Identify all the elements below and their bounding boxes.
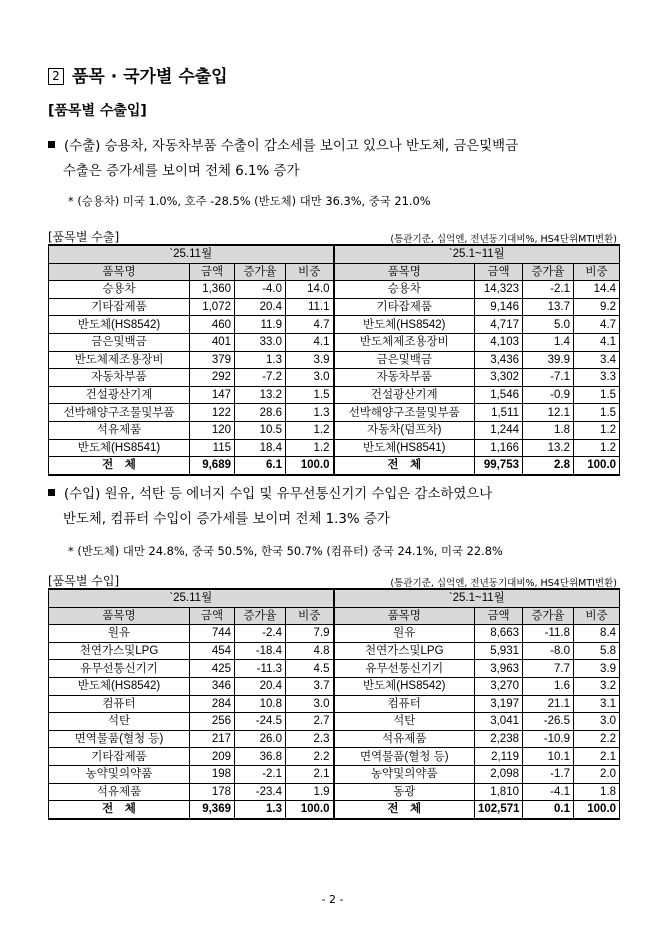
item-name-cell: 농약및의약품 xyxy=(334,765,475,783)
column-header: 비중 xyxy=(286,263,334,281)
column-header: 품목명 xyxy=(334,263,475,281)
value-cell: -18.4 xyxy=(235,642,286,660)
value-cell: 120 xyxy=(190,421,235,439)
value-cell: 13.2 xyxy=(523,439,574,457)
column-header: 증가율 xyxy=(523,263,574,281)
table-row xyxy=(49,404,620,422)
value-cell: -0.9 xyxy=(523,386,574,404)
column-header: 증가율 xyxy=(235,607,286,625)
value-cell: 14,323 xyxy=(475,281,523,299)
value-cell: 3.0 xyxy=(286,369,334,387)
export-note: * (승용차) 미국 1.0%, 호주 -28.5% (반도체) 대만 36.3%, 중국 21.0% xyxy=(68,194,431,208)
item-name-cell: 선박해양구조물및부품 xyxy=(49,404,190,422)
value-cell: 3.3 xyxy=(574,369,620,387)
value-cell: 147 xyxy=(190,386,235,404)
value-cell: 744 xyxy=(190,625,235,643)
value-cell: 18.4 xyxy=(235,439,286,457)
export-paragraph-line2: 수출은 증가세를 보이며 전체 6.1% 증가 xyxy=(63,164,300,179)
value-cell: 4,103 xyxy=(475,333,523,351)
bullet-icon xyxy=(48,141,55,148)
item-name-cell: 반도체(HS8542) xyxy=(334,316,475,334)
table-row xyxy=(49,730,620,748)
item-name-cell: 반도체(HS8542) xyxy=(49,316,190,334)
item-name-cell: 반도체(HS8542) xyxy=(49,677,190,695)
item-name-cell: 금은및백금 xyxy=(334,351,475,369)
value-cell: 4.7 xyxy=(286,316,334,334)
period-left-header: `25.11월 xyxy=(49,589,334,607)
total-value-cell: 9,369 xyxy=(190,801,235,819)
value-cell: 3.4 xyxy=(574,351,620,369)
value-cell: -4.0 xyxy=(235,281,286,299)
value-cell: 28.6 xyxy=(235,404,286,422)
item-name-cell: 면역물품(혈청 등) xyxy=(334,748,475,766)
total-value-cell: 1.3 xyxy=(235,801,286,819)
table-row xyxy=(49,316,620,334)
value-cell: -2.4 xyxy=(235,625,286,643)
total-value-cell: 100.0 xyxy=(286,801,334,819)
value-cell: -4.1 xyxy=(523,783,574,801)
total-value-cell: 102,571 xyxy=(475,801,523,819)
item-name-cell: 반도체제조용장비 xyxy=(49,351,190,369)
table-row xyxy=(49,369,620,387)
value-cell: 122 xyxy=(190,404,235,422)
value-cell: 1.8 xyxy=(574,783,620,801)
item-name-cell: 자동차(덤프차) xyxy=(334,421,475,439)
value-cell: 10.1 xyxy=(523,748,574,766)
value-cell: 425 xyxy=(190,660,235,678)
value-cell: 454 xyxy=(190,642,235,660)
section-number-box: 2 xyxy=(48,68,64,85)
value-cell: 2,098 xyxy=(475,765,523,783)
period-right-header: `25.1~11월 xyxy=(334,245,620,263)
item-name-cell: 기타잡제품 xyxy=(334,298,475,316)
item-name-cell: 건설광산기계 xyxy=(49,386,190,404)
value-cell: 3.2 xyxy=(574,677,620,695)
value-cell: 8.4 xyxy=(574,625,620,643)
value-cell: 3.7 xyxy=(286,677,334,695)
value-cell: 209 xyxy=(190,748,235,766)
item-name-cell: 반도체(HS8541) xyxy=(49,439,190,457)
item-name-cell: 농약및의약품 xyxy=(49,765,190,783)
total-label-cell: 전 체 xyxy=(49,801,190,819)
item-name-cell: 기타잡제품 xyxy=(49,298,190,316)
item-name-cell: 원유 xyxy=(334,625,475,643)
value-cell: 1.8 xyxy=(523,421,574,439)
value-cell: 1.5 xyxy=(574,404,620,422)
value-cell: 178 xyxy=(190,783,235,801)
value-cell: 1,072 xyxy=(190,298,235,316)
column-header: 비중 xyxy=(574,607,620,625)
value-cell: 460 xyxy=(190,316,235,334)
period-header-row xyxy=(49,245,620,263)
item-name-cell: 반도체(HS8541) xyxy=(334,439,475,457)
value-cell: 2.0 xyxy=(574,765,620,783)
value-cell: 4,717 xyxy=(475,316,523,334)
import-note: * (반도체) 대만 24.8%, 중국 50.5%, 한국 50.7% (컴퓨터) 중국 24.1%, 미국 22.8% xyxy=(68,544,503,558)
table-row xyxy=(49,677,620,695)
value-cell: 20.4 xyxy=(235,677,286,695)
value-cell: 3,197 xyxy=(475,695,523,713)
value-cell: 2.1 xyxy=(286,765,334,783)
item-name-cell: 석유제품 xyxy=(334,730,475,748)
table-row xyxy=(49,642,620,660)
table-row xyxy=(49,421,620,439)
column-header: 비중 xyxy=(286,607,334,625)
value-cell: 33.0 xyxy=(235,333,286,351)
total-value-cell: 0.1 xyxy=(523,801,574,819)
value-cell: 1,810 xyxy=(475,783,523,801)
value-cell: 1.2 xyxy=(574,421,620,439)
value-cell: 1.9 xyxy=(286,783,334,801)
value-cell: 2.7 xyxy=(286,713,334,731)
column-header: 증가율 xyxy=(235,263,286,281)
column-header: 비중 xyxy=(574,263,620,281)
value-cell: 21.1 xyxy=(523,695,574,713)
value-cell: 7.9 xyxy=(286,625,334,643)
value-cell: 2.3 xyxy=(286,730,334,748)
table-row xyxy=(49,765,620,783)
value-cell: 1.2 xyxy=(574,439,620,457)
total-value-cell: 100.0 xyxy=(286,457,334,475)
table-row xyxy=(49,439,620,457)
value-cell: 13.7 xyxy=(523,298,574,316)
import-table xyxy=(48,588,620,820)
column-header-row xyxy=(49,263,620,281)
value-cell: -24.5 xyxy=(235,713,286,731)
value-cell: 26.0 xyxy=(235,730,286,748)
value-cell: 401 xyxy=(190,333,235,351)
table-row xyxy=(49,748,620,766)
section-title: 품목 · 국가별 수출입 xyxy=(72,67,228,87)
value-cell: 115 xyxy=(190,439,235,457)
value-cell: 2,238 xyxy=(475,730,523,748)
subsection-heading: [품목별 수출입] xyxy=(48,103,147,119)
table-row xyxy=(49,333,620,351)
value-cell: 1.2 xyxy=(286,421,334,439)
column-header: 금액 xyxy=(475,263,523,281)
value-cell: 8,663 xyxy=(475,625,523,643)
value-cell: 3.9 xyxy=(574,660,620,678)
total-value-cell: 6.1 xyxy=(235,457,286,475)
value-cell: 3.9 xyxy=(286,351,334,369)
value-cell: 1.5 xyxy=(574,386,620,404)
column-header: 품목명 xyxy=(334,607,475,625)
value-cell: 3,270 xyxy=(475,677,523,695)
export-table-caption: [품목별 수출] xyxy=(48,230,120,244)
value-cell: 1.3 xyxy=(286,404,334,422)
import-table-caption: [품목별 수입] xyxy=(48,574,120,588)
value-cell: 14.0 xyxy=(286,281,334,299)
item-name-cell: 천연가스및LPG xyxy=(49,642,190,660)
table-row xyxy=(49,386,620,404)
import-paragraph xyxy=(48,482,623,532)
value-cell: 292 xyxy=(190,369,235,387)
value-cell: 3,436 xyxy=(475,351,523,369)
value-cell: -11.3 xyxy=(235,660,286,678)
total-row xyxy=(49,457,620,475)
column-header-row xyxy=(49,607,620,625)
value-cell: 1.4 xyxy=(523,333,574,351)
value-cell: 3.1 xyxy=(574,695,620,713)
column-header: 품목명 xyxy=(49,263,190,281)
value-cell: 13.2 xyxy=(235,386,286,404)
value-cell: 4.1 xyxy=(286,333,334,351)
value-cell: -10.9 xyxy=(523,730,574,748)
item-name-cell: 자동차부품 xyxy=(49,369,190,387)
page-number: - 2 - xyxy=(321,893,344,906)
value-cell: 12.1 xyxy=(523,404,574,422)
item-name-cell: 반도체(HS8542) xyxy=(334,677,475,695)
import-paragraph-line1: (수입) 원유, 석탄 등 에너지 수입 및 유무선통신기기 수입은 감소하였으나 xyxy=(64,487,493,502)
item-name-cell: 승용차 xyxy=(49,281,190,299)
total-value-cell: 9,689 xyxy=(190,457,235,475)
value-cell: -2.1 xyxy=(523,281,574,299)
value-cell: -23.4 xyxy=(235,783,286,801)
bullet-icon xyxy=(48,489,55,496)
column-header: 금액 xyxy=(190,263,235,281)
export-paragraph-line1: (수출) 승용차, 자동차부품 수출이 감소세를 보이고 있으나 반도체, 금은및백금 xyxy=(64,139,519,154)
table-row xyxy=(49,298,620,316)
value-cell: 1,546 xyxy=(475,386,523,404)
import-table-unit: (통관기준, 십억엔, 전년동기대비%, HS4단위MTI변환) xyxy=(390,578,617,589)
total-label-cell: 전 체 xyxy=(334,801,475,819)
item-name-cell: 반도체제조용장비 xyxy=(334,333,475,351)
item-name-cell: 석탄 xyxy=(49,713,190,731)
value-cell: -7.2 xyxy=(235,369,286,387)
value-cell: 1,360 xyxy=(190,281,235,299)
item-name-cell: 컴퓨터 xyxy=(334,695,475,713)
value-cell: 2.1 xyxy=(574,748,620,766)
value-cell: 3.0 xyxy=(574,713,620,731)
value-cell: -2.1 xyxy=(235,765,286,783)
total-label-cell: 전 체 xyxy=(334,457,475,475)
value-cell: -26.5 xyxy=(523,713,574,731)
value-cell: 5,931 xyxy=(475,642,523,660)
value-cell: 14.4 xyxy=(574,281,620,299)
value-cell: 36.8 xyxy=(235,748,286,766)
value-cell: 3,963 xyxy=(475,660,523,678)
total-value-cell: 99,753 xyxy=(475,457,523,475)
export-table xyxy=(48,244,620,476)
total-value-cell: 2.8 xyxy=(523,457,574,475)
value-cell: 9,146 xyxy=(475,298,523,316)
value-cell: 3,041 xyxy=(475,713,523,731)
value-cell: 2.2 xyxy=(574,730,620,748)
table-row xyxy=(49,625,620,643)
value-cell: 39.9 xyxy=(523,351,574,369)
value-cell: -7.1 xyxy=(523,369,574,387)
item-name-cell: 컴퓨터 xyxy=(49,695,190,713)
value-cell: 1.2 xyxy=(286,439,334,457)
period-header-row xyxy=(49,589,620,607)
total-value-cell: 100.0 xyxy=(574,457,620,475)
item-name-cell: 기타잡제품 xyxy=(49,748,190,766)
value-cell: 1.6 xyxy=(523,677,574,695)
item-name-cell: 유무선통신기기 xyxy=(49,660,190,678)
item-name-cell: 석유제품 xyxy=(49,783,190,801)
value-cell: 217 xyxy=(190,730,235,748)
value-cell: 11.1 xyxy=(286,298,334,316)
value-cell: 346 xyxy=(190,677,235,695)
item-name-cell: 유무선통신기기 xyxy=(334,660,475,678)
value-cell: 1,244 xyxy=(475,421,523,439)
export-paragraph xyxy=(48,134,623,184)
table-row xyxy=(49,660,620,678)
value-cell: 2,119 xyxy=(475,748,523,766)
total-value-cell: 100.0 xyxy=(574,801,620,819)
value-cell: 284 xyxy=(190,695,235,713)
value-cell: 10.5 xyxy=(235,421,286,439)
item-name-cell: 금은및백금 xyxy=(49,333,190,351)
value-cell: 9.2 xyxy=(574,298,620,316)
item-name-cell: 건설광산기계 xyxy=(334,386,475,404)
value-cell: 256 xyxy=(190,713,235,731)
item-name-cell: 석탄 xyxy=(334,713,475,731)
item-name-cell: 면역물품(혈청 등) xyxy=(49,730,190,748)
value-cell: 4.7 xyxy=(574,316,620,334)
value-cell: 5.8 xyxy=(574,642,620,660)
value-cell: 1.3 xyxy=(235,351,286,369)
item-name-cell: 승용차 xyxy=(334,281,475,299)
value-cell: 4.8 xyxy=(286,642,334,660)
column-header: 금액 xyxy=(190,607,235,625)
total-row xyxy=(49,801,620,819)
period-left-header: `25.11월 xyxy=(49,245,334,263)
value-cell: 1,166 xyxy=(475,439,523,457)
value-cell: 198 xyxy=(190,765,235,783)
value-cell: -1.7 xyxy=(523,765,574,783)
value-cell: 2.2 xyxy=(286,748,334,766)
item-name-cell: 동광 xyxy=(334,783,475,801)
value-cell: 3.0 xyxy=(286,695,334,713)
table-row xyxy=(49,783,620,801)
value-cell: 379 xyxy=(190,351,235,369)
value-cell: 4.5 xyxy=(286,660,334,678)
value-cell: 11.9 xyxy=(235,316,286,334)
item-name-cell: 천연가스및LPG xyxy=(334,642,475,660)
value-cell: 20.4 xyxy=(235,298,286,316)
value-cell: 1,511 xyxy=(475,404,523,422)
value-cell: 7.7 xyxy=(523,660,574,678)
value-cell: 10.8 xyxy=(235,695,286,713)
table-row xyxy=(49,713,620,731)
value-cell: 5.0 xyxy=(523,316,574,334)
item-name-cell: 자동차부품 xyxy=(334,369,475,387)
period-right-header: `25.1~11월 xyxy=(334,589,620,607)
table-row xyxy=(49,695,620,713)
item-name-cell: 선박해양구조물및부품 xyxy=(334,404,475,422)
item-name-cell: 석유제품 xyxy=(49,421,190,439)
column-header: 금액 xyxy=(475,607,523,625)
column-header: 증가율 xyxy=(523,607,574,625)
export-table-unit: (통관기준, 십억엔, 전년동기대비%, HS4단위MTI변환) xyxy=(390,234,617,245)
value-cell: 3,302 xyxy=(475,369,523,387)
section-heading xyxy=(48,62,228,87)
total-label-cell: 전 체 xyxy=(49,457,190,475)
item-name-cell: 원유 xyxy=(49,625,190,643)
value-cell: -11.8 xyxy=(523,625,574,643)
table-row xyxy=(49,281,620,299)
table-row xyxy=(49,351,620,369)
value-cell: -8.0 xyxy=(523,642,574,660)
column-header: 품목명 xyxy=(49,607,190,625)
import-paragraph-line2: 반도체, 컴퓨터 수입이 증가세를 보이며 전체 1.3% 증가 xyxy=(63,512,390,527)
value-cell: 4.1 xyxy=(574,333,620,351)
value-cell: 1.5 xyxy=(286,386,334,404)
